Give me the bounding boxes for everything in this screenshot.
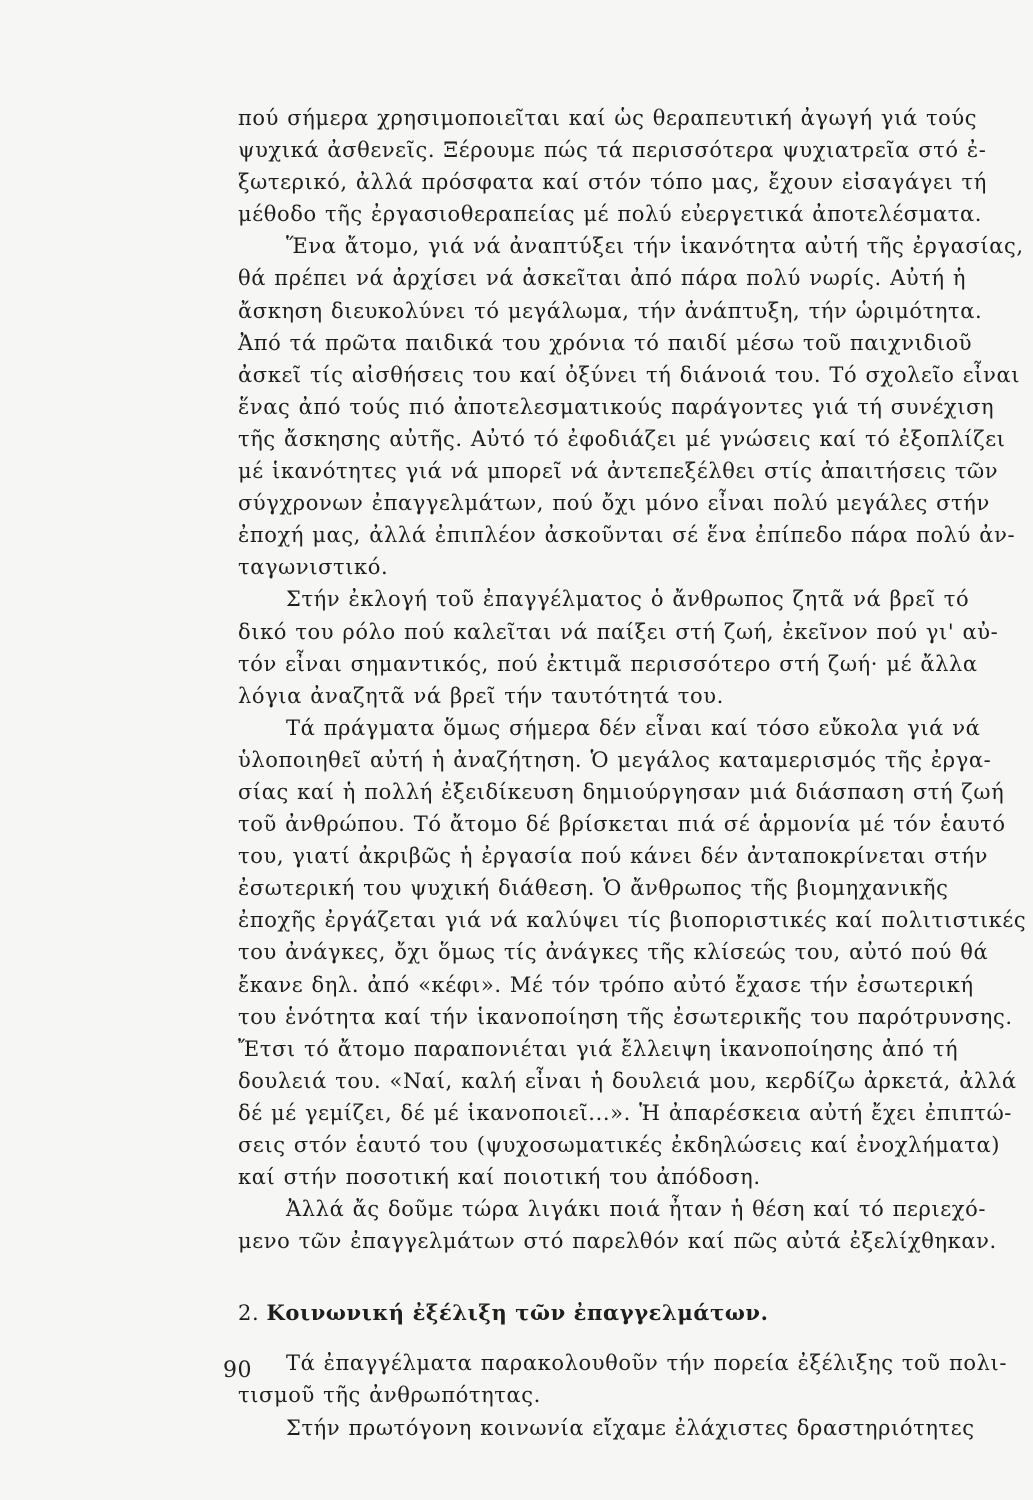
text-line: σύγχρονων ἐπαγγελμάτων, πού ὄχι μόνο εἶναι πολύ μεγάλες στήν: [238, 491, 990, 516]
text-line: μέ ἱκανότητες γιά νά μπορεῖ νά ἀντεπεξέλθει στίς ἀπαιτήσεις τῶν: [238, 459, 999, 484]
page-number: 90: [223, 1358, 252, 1383]
text-line: δικό του ρόλο πού καλεῖται νά παίξει στή ζωή, ἐκεῖνον πού γι' αὐ-: [238, 619, 999, 644]
text-line: δέ μέ γεμίζει, δέ μέ ἱκανοποιεῖ...». Ἡ ἀπαρέσκεια αὐτή ἔχει ἐπιπτώ-: [238, 1100, 1013, 1125]
text-line: ταγωνιστικό.: [238, 555, 389, 580]
text-line: ἔκανε δηλ. ἀπό «κέφι». Μέ τόν τρόπο αὐτό ἔχασε τήν ἐσωτερική: [238, 972, 974, 997]
section-heading: [238, 1297, 998, 1329]
paragraph-3: [238, 583, 998, 711]
paragraph-4: [238, 712, 1027, 1193]
text-line: Ἕνα ἄτομο, γιά νά ἀναπτύξει τήν ἱκανότητα αὐτή τῆς ἐργασίας,: [286, 234, 1024, 259]
text-line: Ἔτσι τό ἄτομο παραπονιέται γιά ἔλλειψη ἱκανοποίησης ἀπό τή: [238, 1036, 959, 1061]
text-line: Στήν ἐκλογή τοῦ ἐπαγγέλματος ὁ ἄνθρωπος ζητᾶ νά βρεῖ τό: [286, 587, 970, 612]
text-line: του ἀνάγκες, ὄχι ὅμως τίς ἀνάγκες τῆς κλίσεώς του, αὐτό πού θά: [238, 940, 989, 965]
text-line: καί στήν ποσοτική καί ποιοτική του ἀπόδοση.: [238, 1165, 761, 1190]
text-line: Ἀλλά ἄς δοῦμε τώρα λιγάκι ποιά ἦταν ἡ θέση καί τό περιεχό-: [286, 1197, 987, 1222]
section-title: Κοινωνική ἐξέλιξη τῶν ἐπαγγελμάτων.: [266, 1300, 769, 1326]
text-line: Τά ἐπαγγέλματα παρακολουθοῦν τήν πορεία ἐξέλιξης τοῦ πολι-: [286, 1351, 1008, 1376]
text-line: ἐσωτερική του ψυχική διάθεση. Ὁ ἄνθρωπος τῆς βιομηχανικῆς: [238, 876, 949, 901]
text-line: ἐποχή μας, ἀλλά ἐπιπλέον ἀσκοῦνται σέ ἕνα ἐπίπεδο πάρα πολύ ἀν-: [238, 523, 1016, 548]
text-line: Τά πράγματα ὅμως σήμερα δέν εἶναι καί τόσο εὔκολα γιά νά: [286, 715, 981, 740]
text-line: ψυχικά ἀσθενεῖς. Ξέρουμε πώς τά περισσότερα ψυχιατρεῖα στό ἐ-: [238, 138, 987, 163]
paragraph-1: [238, 102, 998, 230]
text-line: σίας καί ἡ πολλή ἐξειδίκευση δημιούργησαν μιά διάσπαση στή ζωή: [238, 779, 1005, 804]
text-line: ὑλοποιηθεῖ αὐτή ἡ ἀναζήτηση. Ὁ μεγάλος καταμερισμός τῆς ἐργα-: [238, 747, 992, 772]
text-line: τῆς ἄσκησης αὐτῆς. Αὐτό τό ἐφοδιάζει μέ γνώσεις καί τό ἐξοπλίζει: [238, 426, 1006, 451]
text-line: τισμοῦ τῆς ἀνθρωπότητας.: [238, 1383, 541, 1408]
text-line: σεις στόν ἑαυτό του (ψυχοσωματικές ἐκδηλώσεις καί ἐνοχλήματα): [238, 1133, 1001, 1157]
text-line: τοῦ ἀνθρώπου. Τό ἄτομο δέ βρίσκεται πιά σέ ἁρμονία μέ τόν ἑαυτό: [238, 812, 1006, 837]
paragraph-6: [238, 1347, 1008, 1411]
text-line: τόν εἶναι σημαντικός, πού ἐκτιμᾶ περισσότερο στή ζωή· μέ ἄλλα: [238, 651, 978, 676]
paragraph-5: [238, 1193, 998, 1257]
section-number: 2.: [238, 1301, 260, 1326]
text-line: δουλειά του. «Ναί, καλή εἶναι ἡ δουλειά μου, κερδίζω ἀρκετά, ἀλλά: [238, 1068, 1017, 1093]
text-line: του ἑνότητα καί τήν ἱκανοποίηση τῆς ἐσωτερικῆς του παρότρυνσης.: [238, 1004, 1013, 1029]
paragraph-2: [238, 230, 1024, 583]
text-line: πού σήμερα χρησιμοποιεῖται καί ὡς θεραπευτική ἀγωγή γιά τούς: [238, 106, 978, 130]
text-line: Στήν πρωτόγονη κοινωνία εἴχαμε ἐλάχιστες δραστηριότητες: [286, 1415, 975, 1440]
text-line: ἕνας ἀπό τούς πιό ἀποτελεσματικούς παράγοντες γιά τή συνέχιση: [238, 394, 995, 419]
text-line: μενο τῶν ἐπαγγελμάτων στό παρελθόν καί πῶς αὐτά ἐξελίχθηκαν.: [238, 1229, 997, 1254]
text-line: λόγια ἀναζητᾶ νά βρεῖ τήν ταυτότητά του.: [238, 683, 724, 708]
text-line: ἐποχῆς ἐργάζεται γιά νά καλύψει τίς βιοποριστικές καί πολιτιστικές: [238, 908, 1027, 933]
text-line: του, γιατί ἀκριβῶς ἡ ἐργασία πού κάνει δέν ἀνταποκρίνεται στήν: [238, 844, 988, 869]
text-line: ἄσκηση διευκολύνει τό μεγάλωμα, τήν ἀνάπτυξη, τήν ὡριμότητα.: [238, 298, 983, 323]
body-text: [238, 102, 1027, 1444]
text-line: Ἀπό τά πρῶτα παιδικά του χρόνια τό παιδί μέσω τοῦ παιχνιδιοῦ: [238, 330, 973, 355]
text-line: ἀσκεῖ τίς αἰσθήσεις του καί ὀξύνει τή διάνοιά του. Τό σχολεῖο εἶναι: [238, 362, 1021, 387]
text-line: μέθοδο τῆς ἐργασιοθεραπείας μέ πολύ εὐεργετικά ἀποτελέσματα.: [238, 202, 983, 227]
text-line: θά πρέπει νά ἀρχίσει νά ἀσκεῖται ἀπό πάρα πολύ νωρίς. Αὐτή ἡ: [238, 266, 967, 291]
text-line: ξωτερικό, ἀλλά πρόσφατα καί στόν τόπο μας, ἔχουν εἰσαγάγει τή: [238, 170, 987, 195]
paragraph-7: [238, 1412, 998, 1444]
